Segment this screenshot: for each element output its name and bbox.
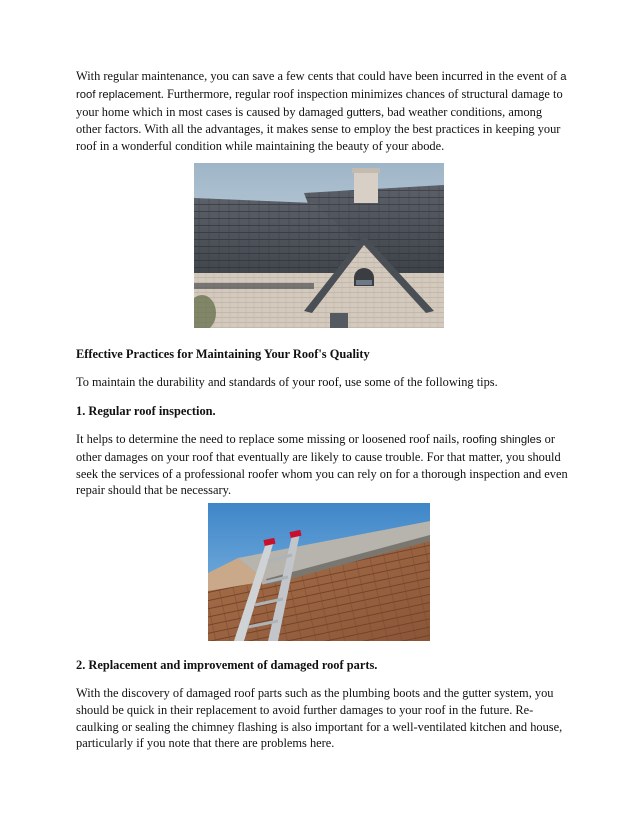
intro-text-1: With regular maintenance, you can save a few cents that could have been incurred in the event of	[76, 69, 558, 83]
section-intro: To maintain the durability and standards of your roof, use some of the following tips.	[76, 375, 498, 389]
intro-paragraph	[76, 68, 568, 155]
tip1-text-1: It helps to determine the need to replace some missing or loosened roof nails,	[76, 432, 463, 446]
roofing-shingles-link[interactable]: roofing shingles	[462, 434, 542, 446]
intro-text-2: . Furthermore, regular roof inspection minimizes chances of structural damage to your home which in most cases is caused by damaged	[76, 86, 563, 119]
gutters-link[interactable]: gutters	[346, 106, 382, 119]
roof-ladder-photo	[208, 503, 430, 641]
tip1-text-2: or other damages on your roof that eventually are likely to cause trouble. For that matter, you should seek the services of a professional roofer whom you can rely on for a thorough inspection and even repair should that be necessary.	[76, 432, 568, 498]
roof-replacement-link[interactable]: a roof replacement	[76, 71, 567, 101]
tip1-title: 1. Regular roof inspection.	[76, 404, 216, 418]
section-title: Effective Practices for Maintaining Your Roof's Quality	[76, 347, 370, 361]
tip1-paragraph	[76, 431, 568, 499]
roof-house-photo	[194, 163, 444, 328]
tip2-title: 2. Replacement and improvement of damaged roof parts.	[76, 658, 378, 672]
intro-text-3: , bad weather conditions, among other factors. With all the advantages, it makes sense to employ the best practices in keeping your roof in a wonderful condition while maintaining the beauty of your abode.	[76, 104, 561, 154]
tip2-paragraph: With the discovery of damaged roof parts such as the plumbing boots and the gutter system, you should be quick in their replacement to avoid further damages to your roof in the future. Re-caulking or sealing the chimney flashing is also important for a well-ventilated kitchen and house, particularly if you note that there are problems here.	[76, 686, 563, 751]
